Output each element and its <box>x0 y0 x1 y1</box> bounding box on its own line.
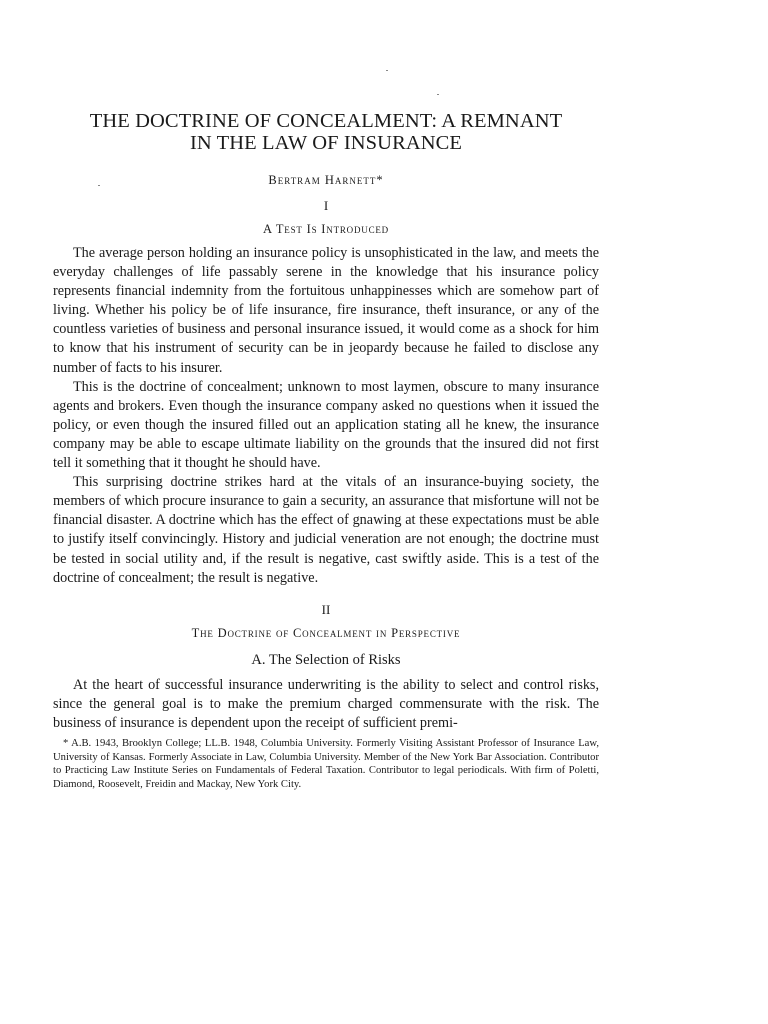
section-heading-1: A Test Is Introduced <box>263 222 389 236</box>
paragraph: This surprising doctrine strikes hard at the vitals of an insurance-buying society, the members of which procure insurance to gain a security, an assurance that misfortune will not be financial disaster. A doctrine which has the effect of gnawing at these expectations must be able to justify itself convincingly. History and judicial veneration are not enough; the doctrine must be tested in social utility and, if the result is negative, cast swiftly aside. This is a test of the doctrine of concealment; the result is negative. <box>53 474 599 586</box>
title-line-1: THE DOCTRINE OF CONCEALMENT: A REMNANT <box>89 110 563 132</box>
scan-speck <box>386 70 388 71</box>
paragraph: The average person holding an insurance policy is unsophisticated in the law, and meets the everyday challenges of life passably serene in the knowledge that his insurance policy represents financial indemnity from the fortuitous unhappinesses which are somehow part of living. Whether his policy be of life insurance, fire insurance, theft insurance, or any of the countless varieties of business and personal insurance issued, it would come as a shock for him to know that his instrument of security can be in jeopardy because he failed to disclose any number of facts to his insurer. <box>53 245 599 376</box>
author-footnote: * A.B. 1943, Brooklyn College; LL.B. 1948, Columbia University. Formerly Visiting Assistant Professor of Insurance Law, University of Kansas. Formerly Associate in Law, Columbia University. Member of the New York Bar Association. Contributor to Practicing Law Institute Series on Fundamentals of Federal Taxation. Contributor to legal periodicals. With firm of Poletti, Diamond, Roosevelt, Freidin and Mackay, New York City. <box>53 737 599 790</box>
title-line-2: IN THE LAW OF INSURANCE <box>189 132 463 154</box>
scan-speck <box>437 94 439 95</box>
paragraph: This is the doctrine of concealment; unknown to most laymen, obscure to many insurance agents and brokers. Even though the insurance company asked no questions when it issued the policy, or even though the insured filled out an application stating all he knew, the insurance company may be able to escape ultimate liability on the grounds that the insured did not first tell it something that it thought he should have. <box>53 378 599 472</box>
section-2-body <box>53 676 599 733</box>
section-heading-2: The Doctrine of Concealment in Perspective <box>191 625 461 640</box>
paragraph: At the heart of successful insurance underwriting is the ability to select and control risks, since the general goal is to make the premium charged commensurate with the risk. The business of insurance is dependent upon the receipt of sufficient premi- <box>53 676 599 731</box>
article-title <box>53 110 599 154</box>
section-number-2: II <box>321 601 331 617</box>
section-number-1: I <box>323 198 329 213</box>
section-1-body <box>53 244 599 588</box>
document-page <box>53 110 599 802</box>
subsection-heading: A. The Selection of Risks <box>251 651 401 668</box>
author-name: Bertram Harnett* <box>268 173 384 187</box>
